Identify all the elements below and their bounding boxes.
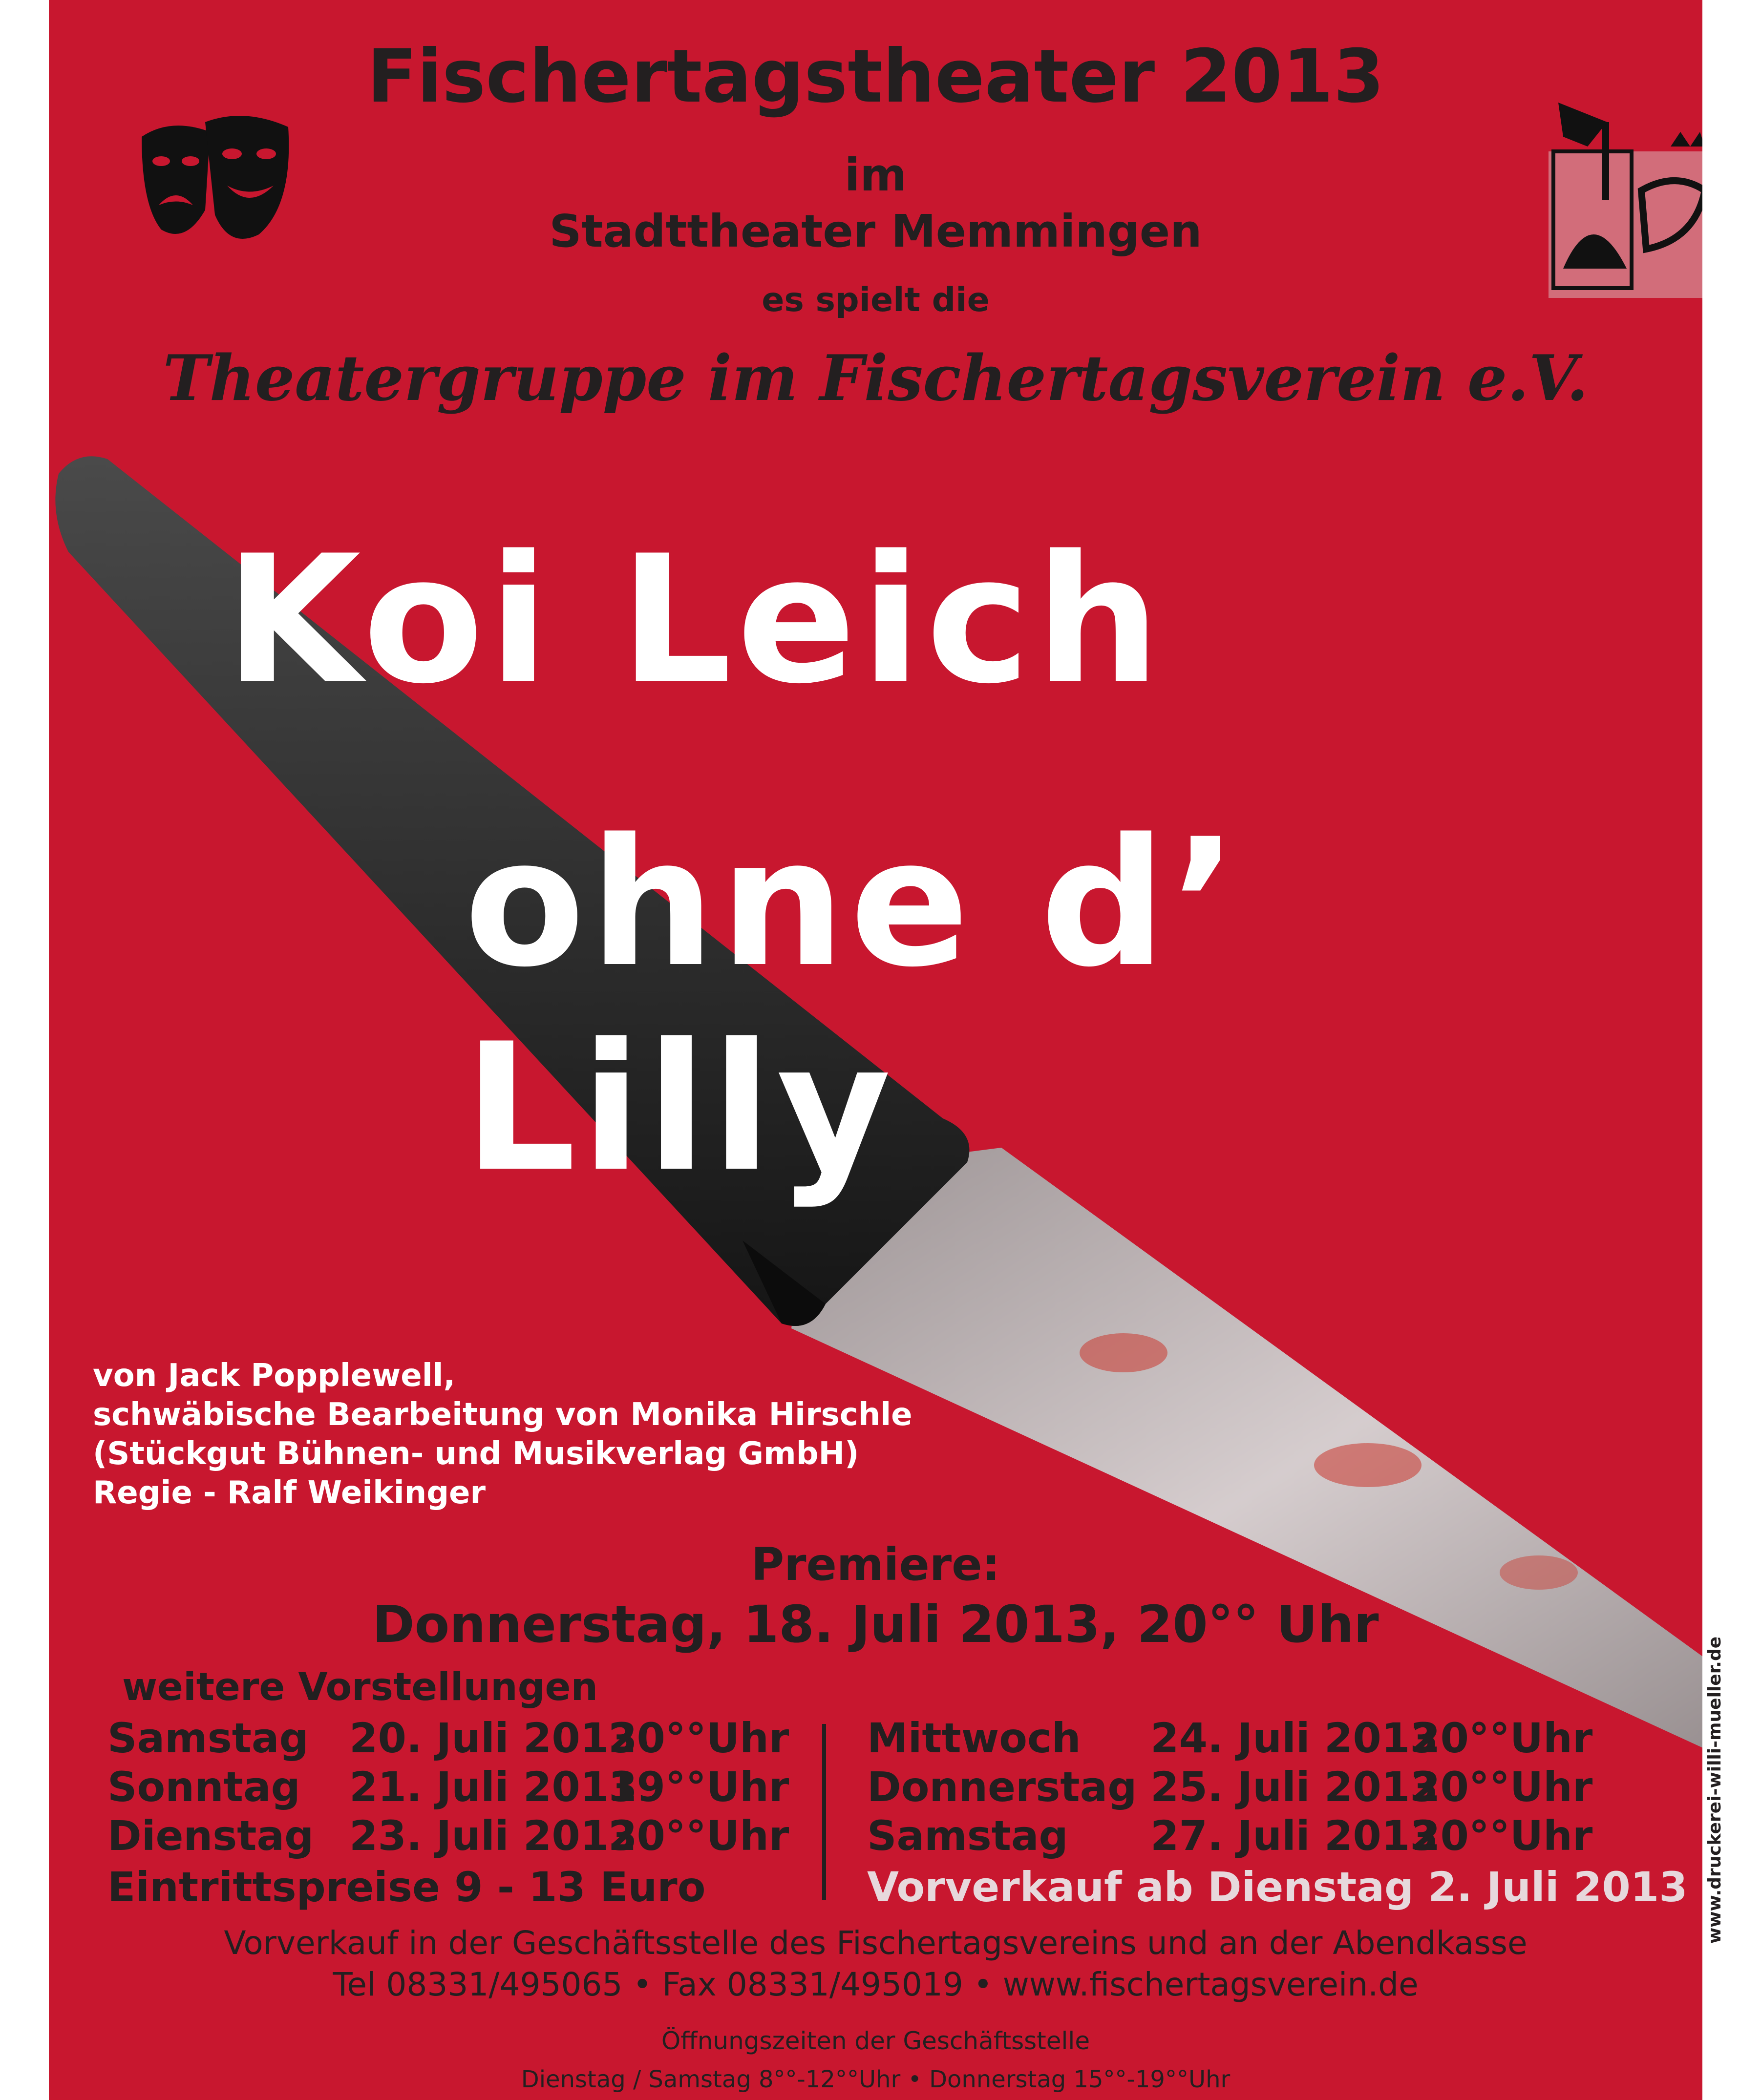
performance-date: 25. Juli 2013 (1150, 1763, 1439, 1811)
poster (49, 0, 1702, 2100)
presented-by: es spielt die (762, 281, 990, 319)
performance-day: Sonntag (107, 1763, 300, 1811)
performance-date: 27. Juli 2013 (1150, 1812, 1439, 1860)
credit-author: von Jack Popplewell, (93, 1358, 455, 1394)
performance-time: 19°°Uhr (608, 1763, 789, 1811)
performance-day: Samstag (107, 1714, 309, 1762)
venue-name: Stadttheater Memmingen (549, 205, 1202, 257)
office-hours-times: Dienstag / Samstag 8°°-12°°Uhr • Donnerstag 15°°-19°°Uhr (521, 2066, 1231, 2093)
ticket-prices: Eintrittspreise 9 - 13 Euro (107, 1863, 706, 1911)
performance-time: 20°°Uhr (608, 1714, 789, 1762)
play-title-line2: ohne d’ Lilly (464, 801, 1243, 1210)
performance-date: 23. Juli 2013 (349, 1812, 637, 1860)
printer-credit: www.druckerei-willi-mueller.de (1705, 1636, 1725, 1944)
festival-title: Fischertagstheater 2013 (367, 34, 1384, 119)
performance-date: 21. Juli 2013 (349, 1763, 637, 1811)
premiere-label: Premiere: (751, 1538, 1000, 1591)
performance-date: 24. Juli 2013 (1150, 1714, 1439, 1762)
office-hours-label: Öffnungszeiten der Geschäftsstelle (661, 2027, 1090, 2055)
performance-time: 20°°Uhr (1412, 1763, 1593, 1811)
sales-info: Vorverkauf in der Geschäftsstelle des Fischertagsvereins und an der Abendkasse (224, 1924, 1528, 1962)
theater-group-name: Theatergruppe im Fischertagsverein e.V. (163, 342, 1589, 415)
performance-day: Samstag (867, 1812, 1068, 1860)
play-title-line1: Koi Leich (225, 518, 1166, 722)
premiere-date: Donnerstag, 18. Juli 2013, 20°° Uhr (372, 1595, 1379, 1654)
performances-label: weitere Vorstellungen (122, 1665, 598, 1709)
credit-adaptation: schwäbische Bearbeitung von Monika Hirschle (93, 1397, 912, 1433)
credit-publisher: (Stückgut Bühnen- und Musikverlag GmbH) (93, 1436, 859, 1472)
contact-info: Tel 08331/495065 • Fax 08331/495019 • www.fischertagsverein.de (333, 1966, 1419, 2003)
performance-time: 20°°Uhr (1412, 1714, 1593, 1762)
performance-time: 20°°Uhr (608, 1812, 789, 1860)
performance-time: 20°°Uhr (1412, 1812, 1593, 1860)
presale-start: Vorverkauf ab Dienstag 2. Juli 2013 (867, 1863, 1688, 1911)
performance-day: Donnerstag (867, 1763, 1137, 1811)
performance-day: Dienstag (107, 1812, 314, 1860)
credit-director: Regie - Ralf Weikinger (93, 1475, 486, 1511)
title-preposition: im (844, 149, 907, 201)
performance-date: 20. Juli 2013 (349, 1714, 637, 1762)
schedule-divider (822, 1724, 826, 1900)
performance-day: Mittwoch (867, 1714, 1081, 1762)
